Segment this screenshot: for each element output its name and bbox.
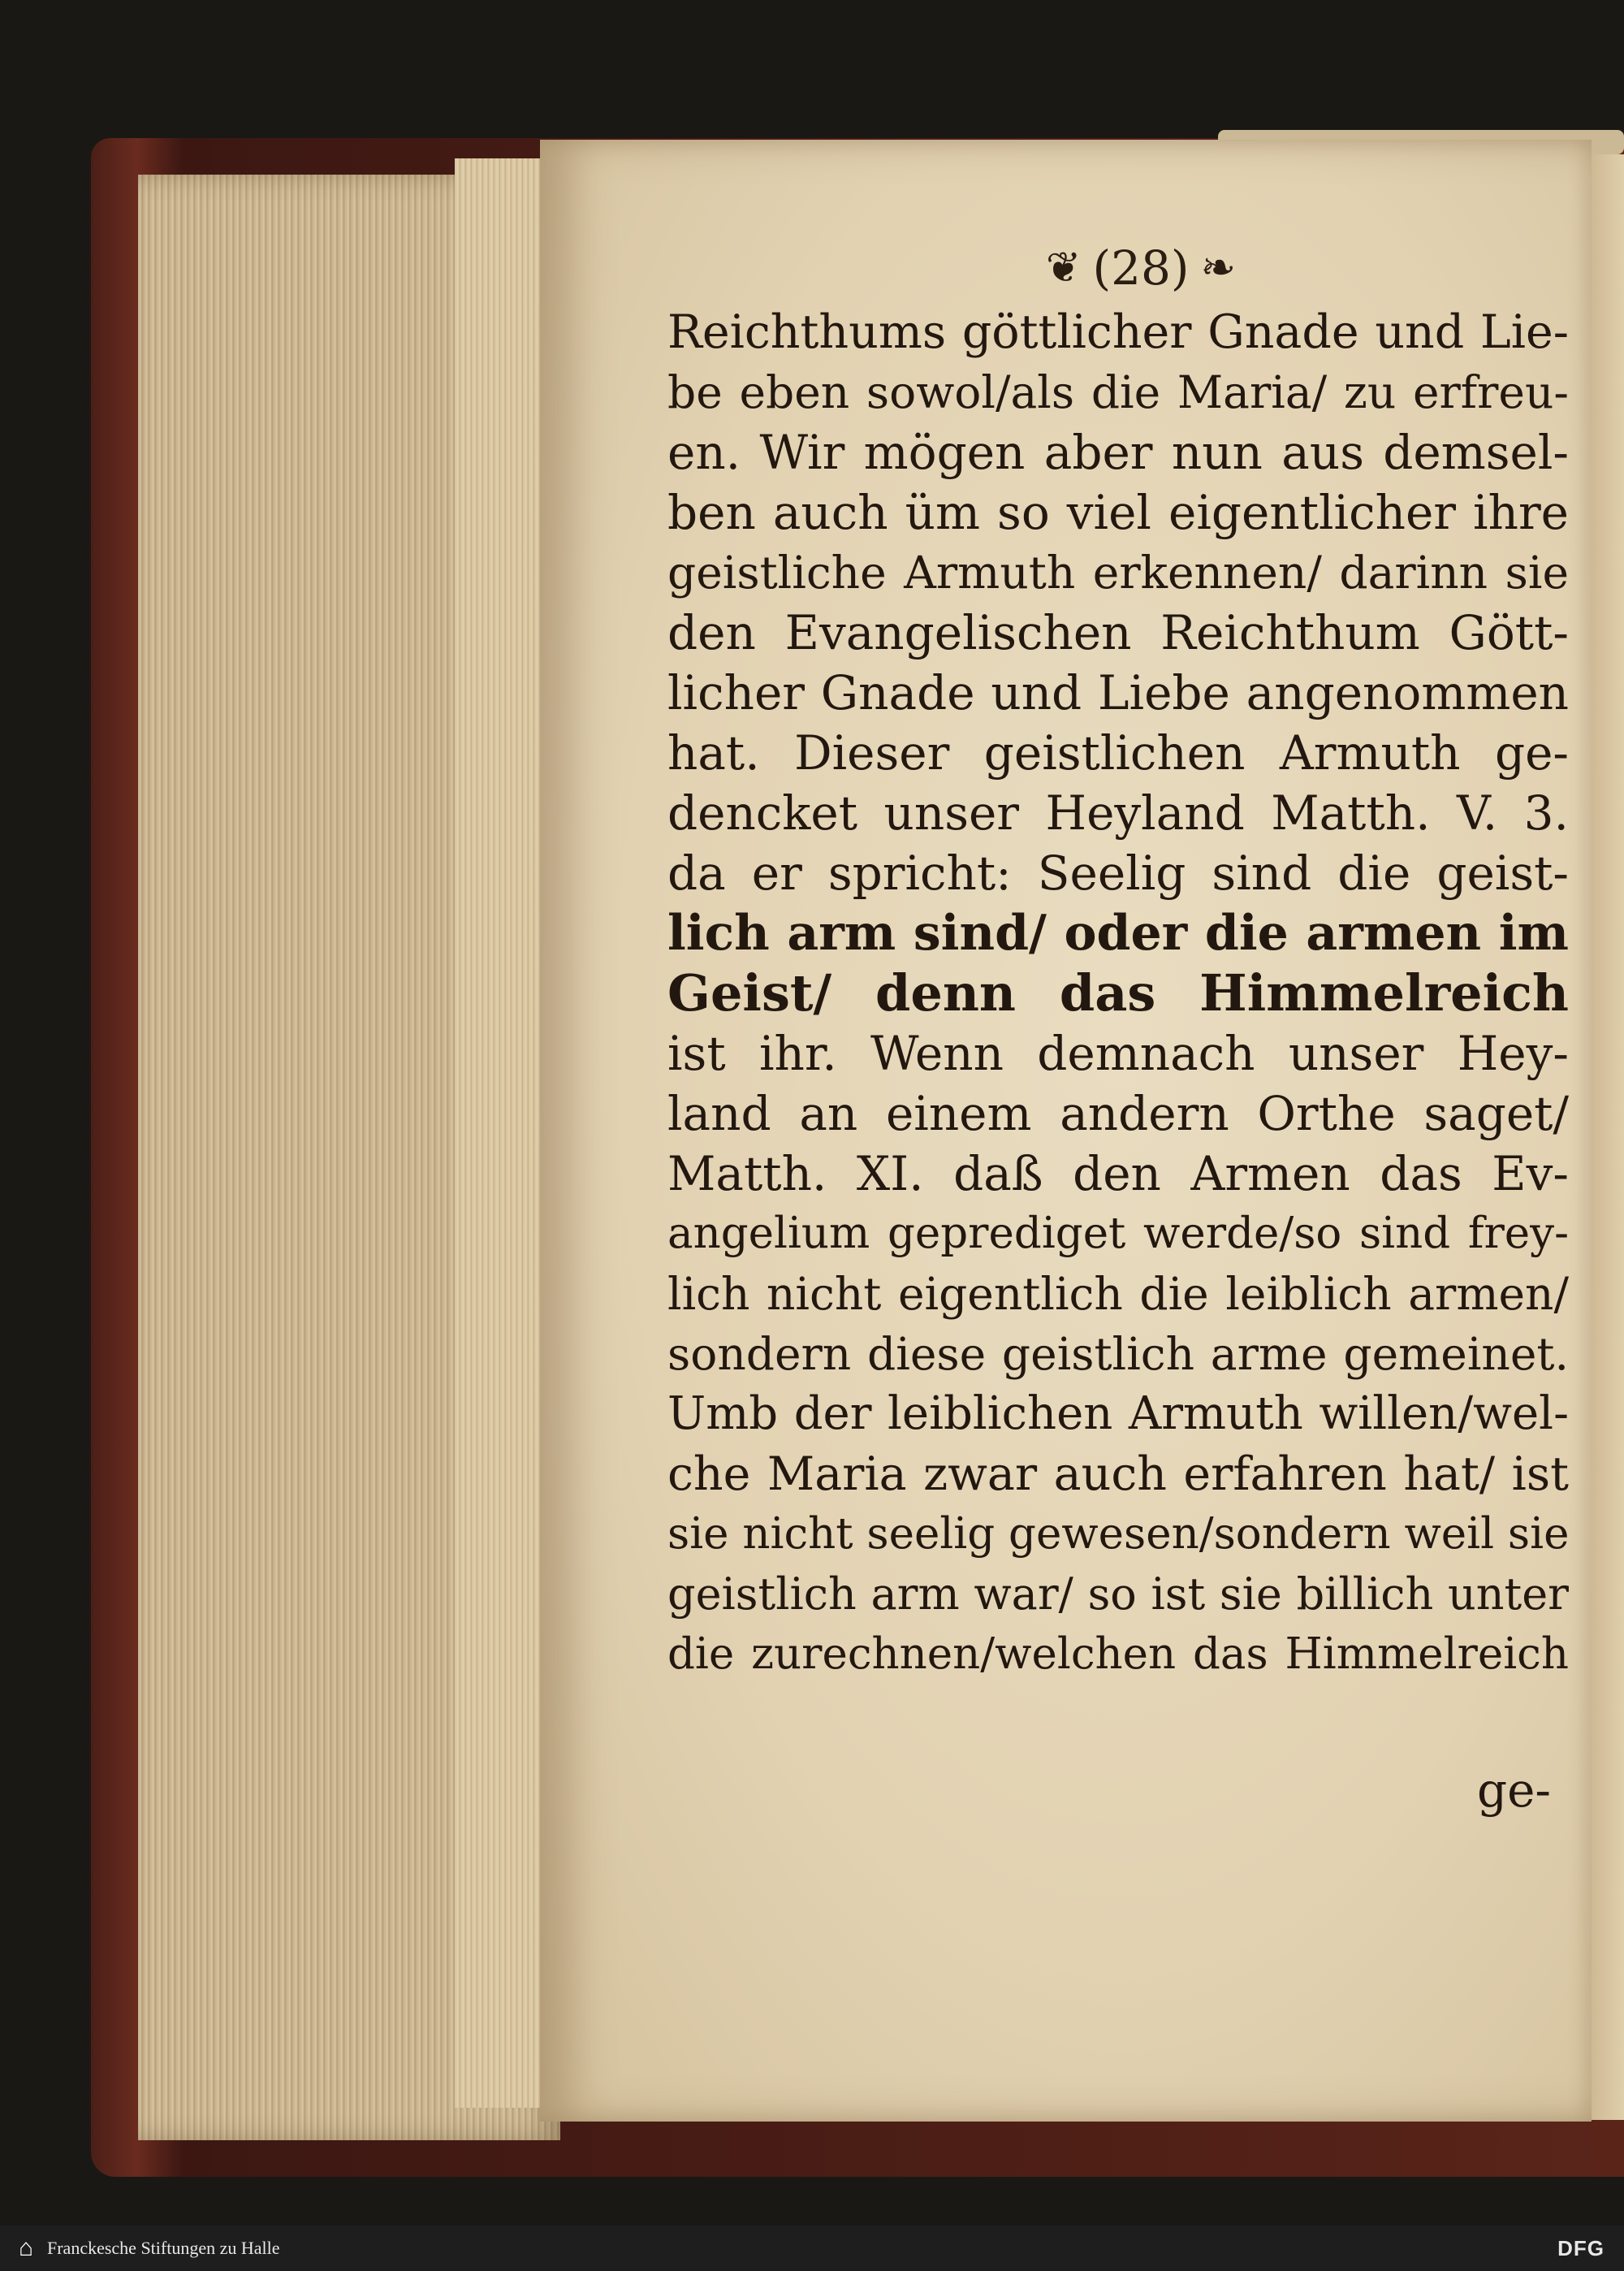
text-line: lich arm sind/ oder die armen im — [667, 905, 1569, 962]
institution-name: Franckesche Stiftungen zu Halle — [47, 2238, 280, 2258]
text-line: sondern diese geistlich arme gemeinet. — [667, 1328, 1569, 1380]
text-line: ist ihr. Wenn demnach unser Hey- — [667, 1026, 1569, 1081]
text-line: ben auch üm so viel eigentlicher ihre — [667, 485, 1569, 540]
text-line: sie nicht seelig gewesen/sondern weil sie — [667, 1509, 1570, 1559]
text-line: Geist/ denn das Himmelreich — [667, 963, 1569, 1023]
text-line: den Evangelischen Reichthum Gött- — [667, 605, 1569, 660]
ornament-right-icon: ❧ — [1200, 244, 1237, 292]
page-number: (28) — [1092, 240, 1190, 296]
text-line: die zurechnen/welchen das Himmelreich — [667, 1629, 1569, 1679]
institution-logo-icon: ⌂ — [18, 2234, 34, 2261]
text-line: be eben sowol/als die Maria/ zu erfreu- — [667, 366, 1569, 418]
page-text — [667, 302, 1569, 1685]
text-line: da er spricht: Seelig sind die geist- — [667, 846, 1569, 901]
next-page-edge — [1590, 154, 1624, 2120]
text-line: angelium geprediget werde/so sind frey- — [667, 1209, 1569, 1258]
text-line: en. Wir mögen aber nun aus demsel- — [667, 425, 1569, 480]
text-line: Matth. XI. daß den Armen das Ev- — [667, 1146, 1569, 1201]
catchword: ge- — [1476, 1763, 1551, 1818]
viewer-footer — [0, 2226, 1624, 2271]
ornament-left-icon: ❦ — [1045, 244, 1082, 292]
text-line: Umb der leiblichen Armuth willen/wel- — [667, 1387, 1569, 1440]
page-edges-inner — [455, 158, 552, 2108]
text-line: land an einem andern Orthe saget/ — [667, 1086, 1569, 1141]
text-line: lich nicht eigentlich die leiblich armen/ — [667, 1268, 1569, 1320]
text-line: Reichthums göttlicher Gnade und Lie- — [667, 305, 1569, 359]
dfg-badge: DFG — [1557, 2236, 1605, 2260]
page-header — [978, 236, 1303, 301]
text-line: hat. Dieser geistlichen Armuth ge- — [667, 725, 1569, 781]
text-line: geistlich arm war/ so ist sie billich unter — [667, 1568, 1569, 1620]
text-line: licher Gnade und Liebe angenommen — [667, 665, 1569, 720]
text-line: geistliche Armuth erkennen/ darinn sie — [667, 547, 1569, 599]
text-line: dencket unser Heyland Matth. V. 3. — [667, 785, 1569, 841]
text-line: che Maria zwar auch erfahren hat/ ist — [667, 1447, 1569, 1501]
